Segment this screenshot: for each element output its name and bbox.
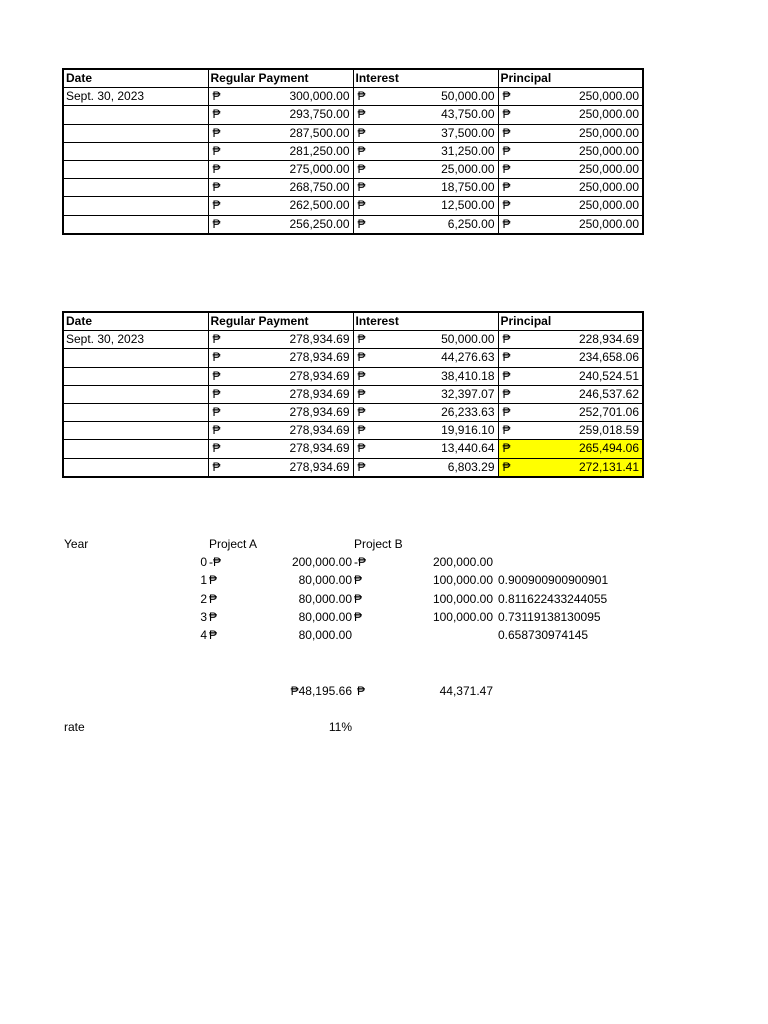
date-cell: [63, 385, 208, 403]
interest-cell: [353, 331, 498, 349]
peso-currency-icon: ₱: [212, 180, 221, 195]
principal-value: 228,934.69: [578, 332, 639, 347]
peso-currency-icon: ₱: [212, 125, 221, 140]
table-row: [63, 403, 643, 421]
peso-currency-icon: ₱: [357, 107, 366, 122]
peso-currency-icon: ₱: [357, 441, 366, 456]
date-cell: [63, 179, 208, 197]
peso-currency-icon: ₱: [502, 125, 511, 140]
payment-cell: [208, 349, 353, 367]
principal-cell: [498, 458, 643, 477]
table-row: [63, 142, 643, 160]
payment-cell: [208, 106, 353, 124]
principal-value: 250,000.00: [578, 198, 639, 213]
interest-cell: [353, 179, 498, 197]
payment-value: 278,934.69: [289, 459, 350, 474]
date-cell: [63, 403, 208, 421]
principal-cell: [498, 422, 643, 440]
interest-cell: [353, 88, 498, 106]
table-header-row: [63, 69, 643, 88]
payment-cell: [208, 403, 353, 421]
date-cell: [63, 349, 208, 367]
project-a-currency-icon: ₱: [209, 591, 218, 606]
column-header: Principal: [498, 69, 643, 88]
peso-currency-icon: ₱: [502, 350, 511, 365]
interest-cell: [353, 142, 498, 160]
column-header: Principal: [498, 312, 643, 331]
interest-value: 44,276.63: [441, 350, 495, 365]
principal-value: 272,131.41: [578, 459, 639, 474]
year-cell: 0: [200, 555, 207, 569]
principal-cell: [498, 367, 643, 385]
table-row: [63, 385, 643, 403]
principal-value: 250,000.00: [578, 143, 639, 158]
payment-cell: [208, 215, 353, 234]
interest-cell: [353, 160, 498, 178]
column-header: Regular Payment: [208, 312, 353, 331]
project-b-currency-icon: -₱: [354, 555, 366, 569]
column-header: Regular Payment: [208, 69, 353, 88]
date-cell: [63, 160, 208, 178]
principal-value: 259,018.59: [578, 423, 639, 438]
table-row: [63, 440, 643, 458]
payment-cell: [208, 160, 353, 178]
principal-cell: [498, 440, 643, 458]
year-header: Year: [64, 537, 89, 551]
interest-value: 13,440.64: [441, 441, 495, 456]
project-b-currency-icon: ₱: [354, 591, 363, 606]
project-a-currency-icon: ₱: [209, 628, 218, 643]
payment-value: 278,934.69: [289, 423, 350, 438]
project-a-cashflow: 80,000.00: [298, 609, 352, 624]
payment-cell: [208, 197, 353, 215]
principal-cell: [498, 88, 643, 106]
table-row: [63, 160, 643, 178]
payment-cell: [208, 88, 353, 106]
interest-value: 6,803.29: [447, 459, 495, 474]
peso-currency-icon: ₱: [357, 143, 366, 158]
principal-cell: [498, 215, 643, 234]
interest-value: 38,410.18: [441, 368, 495, 383]
peso-currency-icon: ₱: [502, 368, 511, 383]
table-header-row: [63, 312, 643, 331]
principal-cell: [498, 403, 643, 421]
payment-cell: [208, 124, 353, 142]
principal-value: 250,000.00: [578, 125, 639, 140]
peso-currency-icon: ₱: [212, 459, 221, 474]
date-cell: Sept. 30, 2023: [63, 331, 208, 349]
interest-value: 25,000.00: [441, 162, 495, 177]
payment-cell: [208, 367, 353, 385]
interest-value: 26,233.63: [441, 405, 495, 420]
principal-cell: [498, 349, 643, 367]
interest-cell: [353, 215, 498, 234]
interest-value: 50,000.00: [441, 332, 495, 347]
peso-currency-icon: ₱: [502, 161, 511, 176]
year-cell: 1: [200, 573, 207, 588]
payment-value: 278,934.69: [289, 405, 350, 420]
interest-cell: [353, 197, 498, 215]
peso-currency-icon: ₱: [502, 89, 511, 104]
peso-currency-icon: ₱: [502, 404, 511, 419]
principal-cell: [498, 142, 643, 160]
date-cell: [63, 197, 208, 215]
year-cell: 2: [200, 591, 207, 606]
payment-value: 262,500.00: [289, 198, 350, 213]
discount-factor-cell: 0.811622433244055: [498, 591, 608, 606]
table-row: [63, 124, 643, 142]
date-cell: [63, 422, 208, 440]
peso-currency-icon: ₱: [357, 386, 366, 401]
table-row: [63, 349, 643, 367]
payment-cell: [208, 440, 353, 458]
principal-value: 250,000.00: [578, 162, 639, 177]
principal-value: 250,000.00: [578, 180, 639, 195]
discount-factor-cell: 0.658730974145: [498, 628, 589, 643]
payment-value: 278,934.69: [289, 368, 350, 383]
year-cell: 3: [200, 609, 207, 624]
principal-value: 240,524.51: [578, 368, 639, 383]
peso-currency-icon: ₱: [357, 216, 366, 231]
interest-cell: [353, 422, 498, 440]
peso-currency-icon: ₱: [357, 198, 366, 213]
project-a-cashflow: 80,000.00: [298, 591, 352, 606]
principal-cell: [498, 124, 643, 142]
peso-currency-icon: ₱: [212, 198, 221, 213]
principal-value: 250,000.00: [578, 89, 639, 104]
npv-project-a: ₱48,195.66: [290, 684, 352, 698]
peso-currency-icon: ₱: [357, 350, 366, 365]
table-row: [63, 215, 643, 234]
project-a-header: Project A: [209, 537, 258, 551]
peso-currency-icon: ₱: [502, 180, 511, 195]
peso-currency-icon: ₱: [502, 386, 511, 401]
peso-currency-icon: ₱: [212, 350, 221, 365]
payment-value: 278,934.69: [289, 386, 350, 401]
amortization-table-equal-principal: [62, 68, 644, 235]
payment-value: 268,750.00: [289, 180, 350, 195]
interest-value: 32,397.07: [441, 386, 495, 401]
interest-cell: [353, 349, 498, 367]
payment-cell: [208, 385, 353, 403]
date-cell: [63, 367, 208, 385]
project-b-cashflow: 100,000.00: [432, 573, 493, 588]
principal-cell: [498, 179, 643, 197]
payment-cell: [208, 142, 353, 160]
interest-value: 37,500.00: [441, 125, 495, 140]
project-b-currency-icon: ₱: [354, 573, 363, 588]
date-cell: [63, 458, 208, 477]
interest-value: 12,500.00: [441, 198, 495, 213]
peso-currency-icon: ₱: [502, 143, 511, 158]
principal-cell: [498, 385, 643, 403]
peso-currency-icon: ₱: [357, 459, 366, 474]
interest-cell: [353, 440, 498, 458]
interest-value: 19,916.10: [441, 423, 495, 438]
peso-currency-icon: ₱: [212, 386, 221, 401]
date-cell: [63, 124, 208, 142]
peso-currency-icon: ₱: [212, 332, 221, 347]
peso-currency-icon: ₱: [212, 107, 221, 122]
payment-cell: [208, 458, 353, 477]
payment-value: 293,750.00: [289, 107, 350, 122]
interest-cell: [353, 367, 498, 385]
date-cell: [63, 215, 208, 234]
principal-cell: [498, 160, 643, 178]
project-a-currency-icon: ₱: [209, 573, 218, 588]
peso-currency-icon: ₱: [502, 332, 511, 347]
payment-value: 275,000.00: [289, 162, 350, 177]
peso-currency-icon: ₱: [212, 368, 221, 383]
npv-project-b: 44,371.47: [439, 684, 493, 698]
principal-value: 234,658.06: [578, 350, 639, 365]
principal-cell: [498, 106, 643, 124]
column-header: Date: [63, 312, 208, 331]
table-row: [63, 367, 643, 385]
principal-value: 265,494.06: [578, 441, 639, 456]
peso-currency-icon: ₱: [212, 423, 221, 438]
table-row: [63, 331, 643, 349]
payment-value: 300,000.00: [289, 89, 350, 104]
payment-value: 256,250.00: [289, 216, 350, 231]
discount-factor-cell: 0.900900900900901: [498, 573, 609, 588]
interest-value: 18,750.00: [441, 180, 495, 195]
interest-cell: [353, 106, 498, 124]
table-row: [63, 179, 643, 197]
table-row: [63, 458, 643, 477]
table-row: [63, 106, 643, 124]
peso-currency-icon: ₱: [502, 107, 511, 122]
peso-currency-icon: ₱: [212, 441, 221, 456]
principal-value: 250,000.00: [578, 107, 639, 122]
date-cell: Sept. 30, 2023: [63, 88, 208, 106]
peso-currency-icon: ₱: [502, 198, 511, 213]
project-a-cashflow: 200,000.00: [291, 555, 352, 569]
project-b-cashflow: 100,000.00: [432, 609, 493, 624]
amortization-table-equal-payment: [62, 311, 644, 478]
column-header: Interest: [353, 312, 498, 331]
peso-currency-icon: ₱: [357, 180, 366, 195]
date-cell: [63, 106, 208, 124]
date-cell: [63, 142, 208, 160]
principal-cell: [498, 331, 643, 349]
project-a-currency-icon: ₱: [209, 609, 218, 624]
principal-value: 252,701.06: [578, 405, 639, 420]
principal-value: 250,000.00: [578, 216, 639, 231]
date-cell: [63, 440, 208, 458]
project-b-header: Project B: [354, 537, 403, 551]
column-header: Interest: [353, 69, 498, 88]
discount-factor-cell: 0.73119138130095: [498, 609, 601, 624]
payment-value: 278,934.69: [289, 350, 350, 365]
peso-currency-icon: ₱: [502, 441, 511, 456]
project-a-cashflow: 80,000.00: [298, 628, 352, 643]
peso-currency-icon: ₱: [357, 125, 366, 140]
peso-currency-icon: ₱: [212, 143, 221, 158]
peso-currency-icon: ₱: [212, 89, 221, 104]
column-header: Date: [63, 69, 208, 88]
payment-value: 278,934.69: [289, 441, 350, 456]
project-a-currency-icon: -₱: [209, 555, 221, 569]
interest-cell: [353, 385, 498, 403]
peso-currency-icon: ₱: [502, 423, 511, 438]
table-row: [63, 422, 643, 440]
peso-currency-icon: ₱: [502, 216, 511, 231]
peso-currency-icon: ₱: [357, 161, 366, 176]
payment-cell: [208, 331, 353, 349]
peso-currency-icon: ₱: [212, 216, 221, 231]
interest-value: 6,250.00: [447, 216, 495, 231]
peso-currency-icon: ₱: [502, 459, 511, 474]
payment-value: 278,934.69: [289, 332, 350, 347]
project-a-cashflow: 80,000.00: [298, 573, 352, 588]
peso-currency-icon: ₱: [357, 423, 366, 438]
year-cell: 4: [200, 628, 207, 643]
payment-cell: [208, 179, 353, 197]
project-b-cashflow: 200,000.00: [432, 555, 493, 569]
project-b-currency-icon: ₱: [354, 609, 363, 624]
table-row: [63, 197, 643, 215]
interest-value: 43,750.00: [441, 107, 495, 122]
principal-cell: [498, 197, 643, 215]
peso-currency-icon: ₱: [357, 368, 366, 383]
payment-value: 281,250.00: [289, 143, 350, 158]
interest-value: 31,250.00: [441, 143, 495, 158]
principal-value: 246,537.62: [578, 386, 639, 401]
interest-value: 50,000.00: [441, 89, 495, 104]
project-b-cashflow: 100,000.00: [432, 591, 493, 606]
interest-cell: [353, 124, 498, 142]
rate-value: 11%: [328, 720, 352, 734]
rate-label: rate: [64, 720, 85, 734]
payment-cell: [208, 422, 353, 440]
table-row: [63, 88, 643, 106]
interest-cell: [353, 458, 498, 477]
peso-currency-icon: ₱: [212, 161, 221, 176]
peso-currency-icon: ₱: [212, 404, 221, 419]
npv-project-b-currency-icon: ₱: [357, 684, 366, 698]
interest-cell: [353, 403, 498, 421]
peso-currency-icon: ₱: [357, 404, 366, 419]
peso-currency-icon: ₱: [357, 89, 366, 104]
peso-currency-icon: ₱: [357, 332, 366, 347]
payment-value: 287,500.00: [289, 125, 350, 140]
